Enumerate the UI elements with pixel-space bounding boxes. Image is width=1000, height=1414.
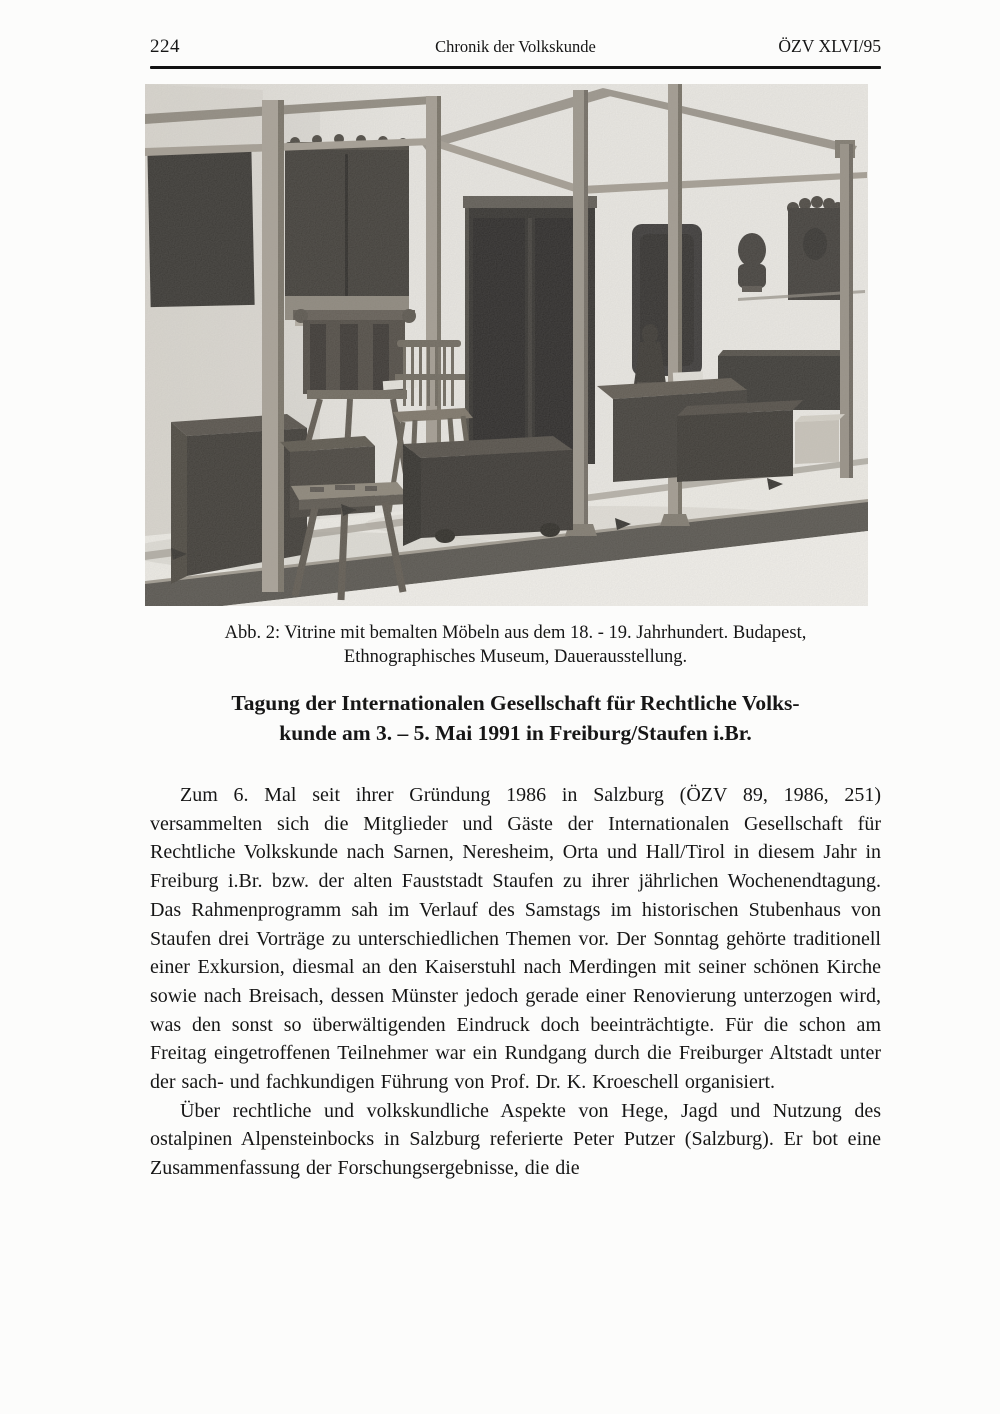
page-number: 224 (150, 36, 180, 57)
article-title-line1: Tagung der Internationalen Gesellschaft für Rechtliche Volks- (231, 691, 800, 715)
exhibit-photo-illustration (145, 84, 868, 606)
body-paragraph-2: Über rechtliche und volkskundliche Aspekte von Hege, Jagd und Nutzung des ostalpinen Alpensteinbocks in Salzburg referierte Peter Putzer (Salzburg). Er bot eine Zusammenfassung der Forschungsergebnisse, die die (150, 1099, 881, 1180)
exhibit-photo (145, 84, 868, 606)
article-title-line2: kunde am 3. – 5. Mai 1991 in Freiburg/Staufen i.Br. (279, 720, 752, 745)
figure-caption: Abb. 2: Vitrine mit bemalten Möbeln aus dem 18. - 19. Jahrhundert. Budapest, Ethnographisches Museum, Dauerausstellung. (224, 623, 807, 667)
running-title: Chronik der Volkskunde (435, 37, 596, 56)
article-title (150, 689, 881, 748)
header-rule (150, 66, 881, 69)
body-paragraph-1: Zum 6. Mal seit ihrer Gründung 1986 in Salzburg (ÖZV 89, 1986, 251) versammelten sich die Mitglieder und Gäste der Internationalen Gesellschaft für Rechtliche Volkskunde nach Sarnen, Neresheim, Orta und Hall/Tirol in diesem Jahr in Freiburg i.Br. bzw. der alten Fauststadt Staufen zu ihrer jährlichen Wochenendtagung. Das Rahmenprogramm sah im Verlauf des Samstags im historischen Stubenhaus von Staufen drei Vorträge zu unterschiedlichen Themen vor. Der Sonntag gehörte traditionell einer Exkursion, diesmal an den Kaiserstuhl nach Merdingen mit seiner schönen Kirche sowie nach Breisach, dessen Münster jedoch gerade einer Renovierung unterzogen wird, was den sonst so überwältigenden Eindruck doch beeinträchtigte. Für die schon am Freitag eingetroffenen Teilnehmer war ein Rundgang durch die Freiburger Altstadt unter der sach- und fachkundigen Führung von Prof. Dr. K. Kroeschell organisiert. (150, 784, 881, 1094)
page-header (150, 36, 881, 58)
journal-issue: ÖZV XLVI/95 (778, 36, 881, 56)
article-body (150, 781, 881, 1183)
page-content (150, 36, 881, 1183)
